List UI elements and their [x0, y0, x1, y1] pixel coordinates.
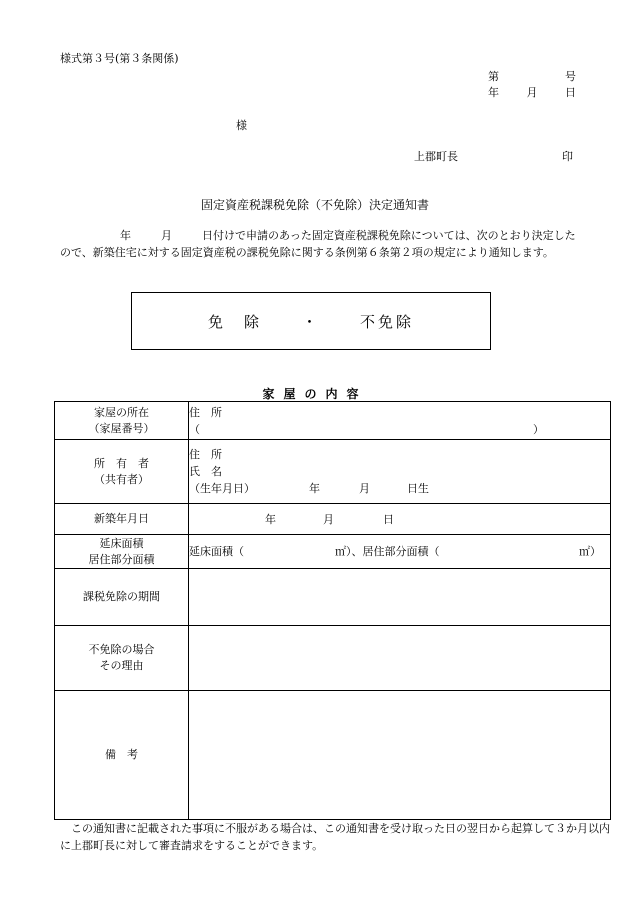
reason-header: [55, 626, 189, 691]
issue-number-prefix: 第: [488, 70, 499, 83]
issue-number: [488, 68, 576, 84]
residential-area-unit: ㎡）: [579, 545, 601, 558]
address-header: [55, 402, 189, 440]
issue-date: [488, 84, 576, 100]
floor-area-unit: ㎡）、居住部分面積（: [335, 545, 440, 558]
address-line-label: 住 所: [189, 405, 222, 419]
birth-month: 月: [359, 482, 370, 495]
owner-address-label: 住 所: [189, 448, 222, 461]
birth-year: 年: [309, 482, 320, 495]
area-header: [55, 535, 189, 569]
built-month: 月: [323, 512, 334, 526]
intro-year: 年: [120, 229, 131, 242]
reason-value: [189, 626, 611, 691]
built-day: 日: [383, 512, 394, 526]
close-paren: ）: [533, 422, 544, 436]
intro-month: 月: [161, 229, 172, 242]
built-date-header: 新築年月日: [55, 504, 189, 535]
issue-date-month: 月: [526, 86, 538, 99]
decision-box: [131, 292, 491, 350]
decision-exempt: 免 除: [207, 312, 262, 331]
section-heading: 家屋の内容: [262, 387, 368, 401]
exemption-period-value: [189, 569, 611, 626]
document-title: 固定資産税課税免除（不免除）決定通知書: [200, 198, 429, 212]
intro-paragraph: [60, 227, 578, 261]
seal-mark: 印: [562, 150, 573, 163]
table-row-area: [55, 535, 611, 569]
issue-number-suffix: 号: [565, 70, 576, 83]
table-row-owner: [55, 440, 611, 504]
house-number-field: [189, 421, 544, 438]
house-number-label: （家屋番号）: [88, 421, 155, 435]
floor-area-field: 延床面積（: [189, 545, 244, 558]
table-row-address: [55, 402, 611, 440]
built-year: 年: [265, 512, 276, 526]
intro-text: 日付けで申請のあった固定資産税課税免除については、次のとおり決定したので、新築住宅に対する固定資産税の課税免除に関する条例第６条第２項の規定により通知します。: [60, 229, 576, 259]
residential-area-label: 居住部分面積: [88, 552, 155, 566]
remarks-value: [189, 691, 611, 820]
table-row-period: [55, 569, 611, 626]
table-row-built: [55, 504, 611, 535]
owner-name-label: 氏 名: [189, 465, 222, 478]
issue-date-year: 年: [488, 86, 499, 99]
recipient-suffix: 様: [236, 119, 247, 132]
built-date-value: [189, 504, 611, 535]
table-row-remarks: [55, 691, 611, 820]
co-owner-label: （共有者）: [94, 472, 149, 486]
open-paren: （: [189, 422, 200, 436]
form-number-label: 様式第３号(第３条関係): [60, 52, 179, 65]
decision-not-exempt: 不免除: [360, 312, 415, 331]
area-value: [189, 535, 611, 569]
issue-date-day: 日: [565, 86, 576, 99]
reason-label: その理由: [99, 659, 144, 672]
address-value: [189, 402, 611, 440]
owner-birthdate: [189, 480, 610, 497]
address-label: 家屋の所在: [94, 405, 149, 419]
appeal-notice-text: この通知書に記載された事項に不服がある場合は、この通知書を受け取った日の翌日から起算して３か月以内に上郡町長に対して審査請求をすることができます。: [60, 822, 610, 852]
property-details-table: [54, 401, 611, 820]
appeal-notice: [60, 820, 610, 854]
decision-separator: ・: [301, 312, 320, 331]
issuer-title: 上郡町長: [414, 150, 458, 163]
owner-header: [55, 440, 189, 504]
floor-area-label: 延床面積: [99, 536, 144, 550]
exemption-period-header: 課税免除の期間: [55, 569, 189, 626]
not-exempt-case-label: 不免除の場合: [88, 643, 155, 656]
remarks-header: 備 考: [55, 691, 189, 820]
birth-day: 日生: [407, 482, 429, 495]
owner-value: [189, 440, 611, 504]
birthdate-label: （生年月日）: [189, 482, 255, 495]
table-row-reason: [55, 626, 611, 691]
owner-label: 所 有 者: [94, 456, 149, 470]
